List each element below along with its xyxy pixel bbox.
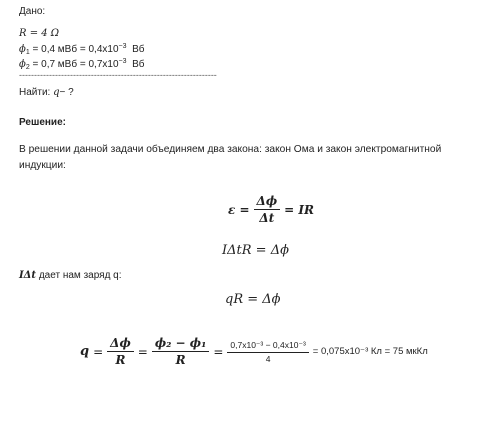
flux2-unit: Вб (132, 59, 145, 70)
intro-line-2: индукции: (19, 160, 66, 171)
final-fraction-3 (227, 340, 308, 364)
flux1-exponent: −3 (118, 43, 127, 50)
resistance-line: R = 4 Ω (19, 28, 60, 39)
flux1-subscript: 1 (25, 49, 30, 56)
emf-rhs: = IR (284, 202, 314, 217)
equation-ohm-induction: IΔtR = Δϕ (222, 243, 289, 258)
flux1-value: = 0,4 мВб = 0,4х10 (29, 44, 119, 55)
equation-emf (228, 194, 314, 225)
emf-fraction (254, 194, 281, 225)
emf-denominator: Δt (259, 211, 275, 225)
find-label: Найти: (19, 87, 54, 98)
final-q: q (80, 344, 90, 359)
final-fraction-1-den: R (115, 353, 126, 367)
flux2-subscript: 2 (25, 64, 30, 71)
given-heading: Дано: (19, 6, 46, 17)
final-fraction-3-num: 0,7х10⁻³ − 0,4х10⁻³ (227, 340, 308, 353)
final-fraction-2-num: ϕ₂ − ϕ₁ (152, 336, 210, 352)
flux2-symbol: ϕ (19, 59, 26, 70)
flux2-exponent: −3 (118, 58, 127, 65)
find-line (19, 87, 74, 98)
flux1-symbol: ϕ (19, 44, 26, 55)
charge-note (19, 270, 122, 281)
find-quantity: q (53, 87, 60, 98)
final-fraction-2 (152, 336, 210, 367)
equation-final (80, 336, 428, 367)
emf-numerator: Δϕ (254, 194, 281, 210)
final-fraction-1 (107, 336, 134, 367)
final-fraction-3-den: 4 (265, 353, 271, 364)
charge-note-text: дает нам заряд q: (36, 270, 122, 281)
equation-charge: qR = Δϕ (225, 292, 281, 307)
final-equals-2: = (137, 344, 148, 359)
final-fraction-2-den: R (175, 353, 186, 367)
final-equals-1: = (93, 344, 104, 359)
emf-lhs: ε = (228, 202, 250, 217)
flux2-value: = 0,7 мВб = 0,7х10 (29, 59, 119, 70)
intro-line-1: В решении данной задачи объединяем два закона: закон Ома и закон электромагнитной (19, 144, 442, 155)
final-result: = 0,075х10⁻³ Кл = 75 мкКл (312, 346, 428, 357)
find-suffix: − ? (59, 87, 74, 98)
charge-note-bold: IΔt (19, 270, 37, 281)
flux1-line (19, 43, 144, 56)
divider-line: ------------------------------------------------------------------ (19, 70, 217, 80)
flux1-unit: Вб (132, 44, 145, 55)
final-fraction-1-num: Δϕ (107, 336, 134, 352)
final-equals-3: = (213, 344, 224, 359)
solution-heading: Решение: (19, 117, 66, 128)
